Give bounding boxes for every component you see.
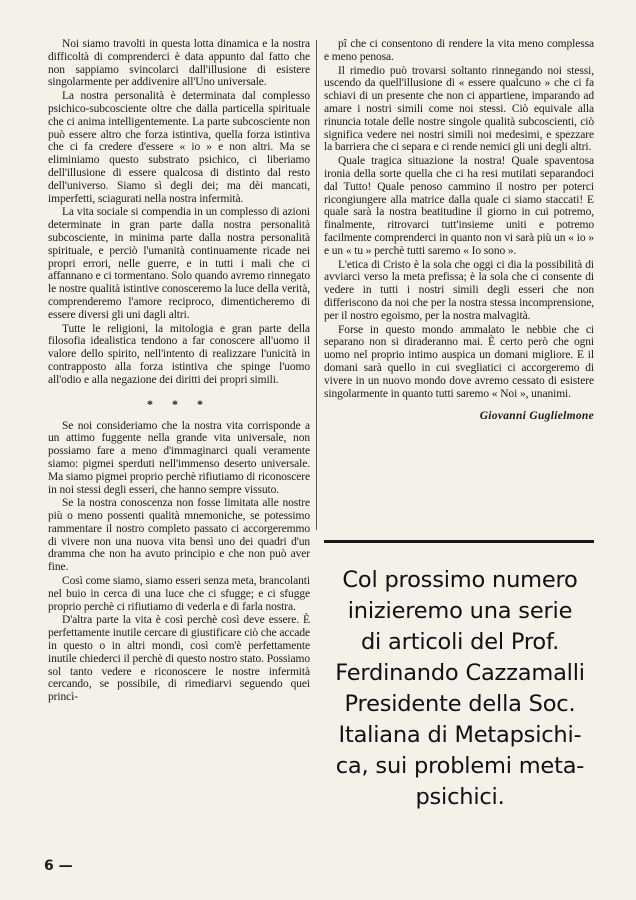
article-right-column [324, 38, 594, 422]
announcement-line: Italiana di Metapsichi- [338, 722, 582, 748]
announcement-box [328, 565, 592, 813]
article-paragraph: pî che ci consentono di rendere la vita meno complessa e meno penosa. [324, 38, 594, 63]
article-paragraph: Forse in questo mondo ammalato le nebbie che ci separano non si diraderanno mai. È certo però che ogni uomo nel proprio intimo auspica un domani migliore. E il domani sarà quello in cui svegliatici ci accorgeremo di vivere in un nuovo mondo dove avremo cessato di esistere singolarmente in quanto tutti saremo « Noi », unanimi. [324, 323, 594, 400]
author-signature: Giovanni Guglielmone [479, 410, 594, 423]
article-paragraph: D'altra parte la vita è così perchè così deve essere. È perfettamente inutile cercare di giustificare ciò che accade in questo o in altri mondi, così com'è perfettamente inutile chiederci il perchè di questo nostro stato. Possiamo sol tanto vedere e riconoscere le nostre infermità cercando, se possibile, di rimediarvi seguendo quei princì- [48, 614, 310, 704]
announcement-line: psichici. [415, 784, 505, 810]
announcement-line: di articoli del Prof. [360, 629, 560, 655]
article-paragraph: Se noi consideriamo che la nostra vita corrisponde a un attimo fuggente nella grande vita universale, non possiamo fare a meno d'immaginarci quali veramente siamo: pigmei sperduti nell'immenso deserto universale. Ma siamo pigmei proprio perchè rifiutiamo di riconoscere in noi stessi degli esseri, che hanno sempre vissuto. [48, 419, 310, 496]
announcement-rule [324, 540, 594, 543]
column-divider [316, 40, 317, 530]
announcement-line: ca, sui problemi meta- [335, 753, 585, 779]
announcement-line: Presidente della Soc. [344, 691, 576, 717]
article-paragraph: Quale tragica situazione la nostra! Quale spaventosa ironia della sorte quella che ci ha resi mutilati separandoci dal Tutto! Quale penoso cammino il nostro per poterci ricongiungere alla matrice dalla quale ci siamo staccati! E quale sarà la nostra beatitudine il giorno in cui potremo, finalmente, ritrovarci tutt'insieme uniti e potremo facilmente comprenderci in quanto non vi sarà più un « io » e un « tu » perchè tutti saremo « Io sono ». [324, 155, 594, 257]
article-paragraph: Tutte le religioni, la mitologia e gran parte della filosofia idealistica tendono a far conoscere all'uomo il valore dello spirito, nell'intento di realizzare l'unicità in contrapposto alla forza istintiva che spinge l'uomo all'odio e alla negazione dei diritti dei propri simili. [48, 322, 310, 386]
announcement-line: Ferdinando Cazzamalli [335, 660, 585, 686]
article-left-column [48, 38, 310, 704]
article-paragraph: La vita sociale si compendia in un complesso di azioni determinate in gran parte dalla nostra personalità subcosciente, in minima parte dalla nostra personalità spirituale, e perciò l'umanità continuamente ricade nei propri errori, nelle guerre, e in tutti i mali che ci affannano e ci tormentano. Solo quando avremo rinnegato le nostre qualità istintive conosceremo la luce della verità, comprenderemo l'amore reciproco, dimenticheremo di essere diversi gli uni dagli altri. [48, 206, 310, 321]
article-paragraph: L'etica di Cristo è la sola che oggi ci dia la possibilità di avviarci verso la meta prefissa; è la sola che ci consente di vedere in tutti i nostri simili degli esseri che non differiscono da noi che per la nostra stessa incomprensione, per il nostro egoismo, per la nostra malvagità. [324, 258, 594, 322]
section-separator: * * * [147, 396, 211, 411]
article-paragraph: Il rimedio può trovarsi soltanto rinnegando noi stessi, uscendo da quell'illusione di « essere qualcuno » che ci fa schiavi di un presente che non ci appartiene, imparando ad amare i nostri simili come noi stessi. Ciò equivale alla rinuncia totale delle nostre singole qualità subcoscienti, ciò significa vedere nei nostri simili noi medesimi, e spezzare la barriera che ci separa e ci rende nemici gli uni degli altri. [324, 64, 594, 154]
article-paragraph: Noi siamo travolti in questa lotta dinamica e la nostra difficoltà di comprenderci è data appunto dal fatto che non sappiamo svincolarci dall'illusione di esistere singolarmente per addivenire all'Uno universale. [48, 38, 310, 89]
page-number: 6 — [44, 858, 73, 874]
article-paragraph: Così come siamo, siamo esseri senza meta, brancolanti nel buio in cerca di una luce che ci sfugge; e ci sfugge proprio perchè ci rifiutiamo di vederla e di farla nostra. [48, 575, 310, 613]
announcement-line: Col prossimo numero [342, 567, 578, 593]
article-paragraph: La nostra personalità è determinata dal complesso psichico-subcosciente oltre che dalla particella spirituale che ci anima intelligentemente. La parte subcosciente non può essere altro che forza istintiva, quella forza istintiva che ci fa credere d'essere « io » e non altri. Ma se eliminiamo questo substrato psichico, ci liberiamo dell'illusione di essere qualcosa di distinto dal resto dell'universo. Siamo sì degli dei; ma dèi mancati, imperfetti, sciagurati nella nostra infermità. [48, 90, 310, 205]
announcement-line: inizieremo una serie [347, 598, 573, 624]
article-paragraph: Se la nostra conoscenza non fosse limitata alle nostre più o meno possenti qualità mnemoniche, se potessimo rammentare il nostro completo passato ci accorgeremmo di vivere non una nuova vita bensì uno dei quadri d'un dramma che non ha avuto principio e che non può aver fine. [48, 497, 310, 574]
